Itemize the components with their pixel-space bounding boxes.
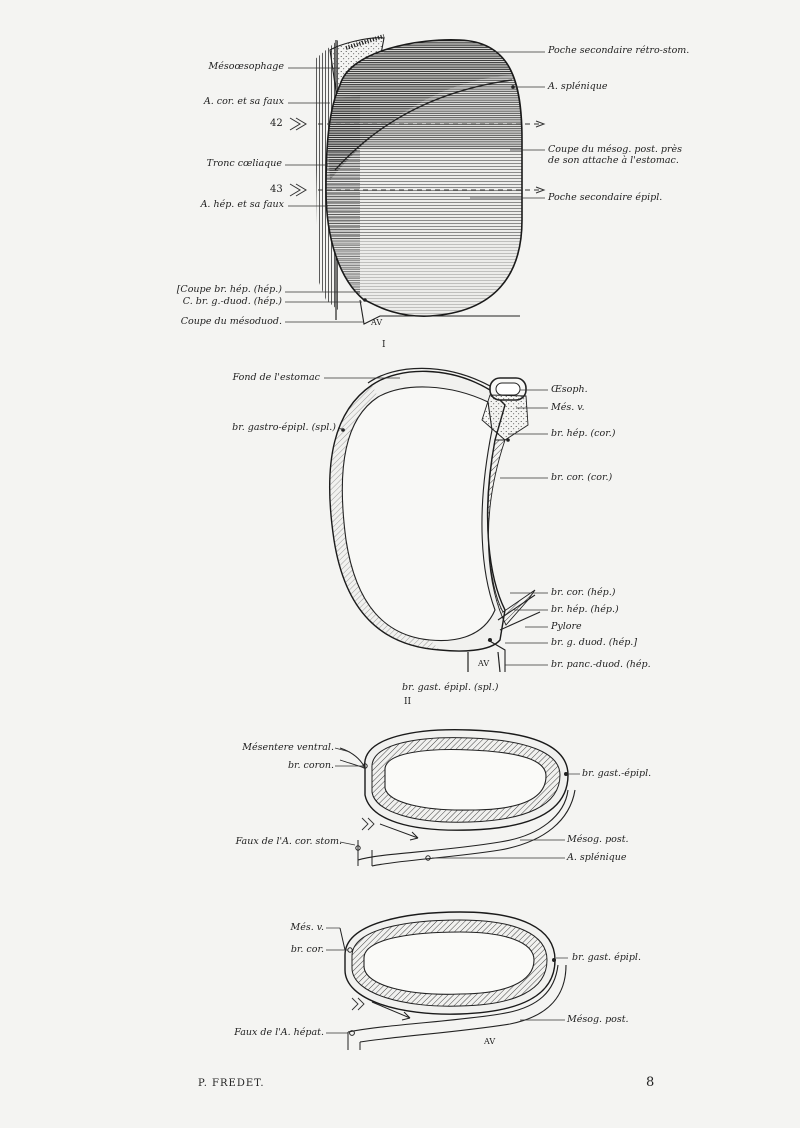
label-tronc-coeliaque: Tronc cœliaque <box>206 158 282 169</box>
label-br-cor-cor: br. cor. (cor.) <box>551 472 613 483</box>
figure-2-mark: AV <box>478 659 490 668</box>
label-poche-epipl: Poche secondaire épipl. <box>548 192 663 203</box>
label-faux-a-hepat: Faux de l'A. hépat. <box>234 1027 324 1038</box>
page-number: 8 <box>646 1075 655 1090</box>
label-pylore: Pylore <box>551 621 582 632</box>
label-br-gastro-epipl-spl: br. gastro-épipl. (spl.) <box>232 422 336 433</box>
label-br-hep-cor: br. hép. (cor.) <box>551 428 616 439</box>
section-number-43: 43 <box>270 184 283 195</box>
label-br-cor-4: br. cor. <box>290 944 324 955</box>
label-c-br-g-duod: C. br. g.-duod. (hép.) <box>182 296 282 307</box>
label-coupe-mesoduod: Coupe du mésoduod. <box>180 316 282 327</box>
label-br-cor-hep: br. cor. (hép.) <box>551 587 616 598</box>
label-mesentere-ventral: Mésentere ventral. <box>242 742 334 753</box>
label-mesog-post-3: Mésog. post. <box>567 834 629 845</box>
label-fond-estomac: Fond de l'estomac <box>232 372 320 383</box>
label-br-gast-epipl-4: br. gast. épipl. <box>572 952 641 963</box>
label-br-g-duod: br. g. duod. (hép.] <box>551 637 638 648</box>
label-a-splenique: A. splénique <box>548 81 608 92</box>
label-br-gast-epipl-3: br. gast.-épipl. <box>582 768 652 779</box>
label-mesoesophage: Mésoœsophage <box>208 61 284 72</box>
label-a-hep-faux: A. hép. et sa faux <box>200 199 284 210</box>
section-number-42: 42 <box>270 118 283 129</box>
author-name: P. FREDET. <box>198 1078 265 1089</box>
label-a-cor-faux: A. cor. et sa faux <box>203 96 284 107</box>
label-br-coron: br. coron. <box>287 760 334 771</box>
label-coupe-mesog-line1: Coupe du mésog. post. près <box>548 144 683 155</box>
figure-2-numeral: II <box>404 697 412 707</box>
figure-2-drawing <box>324 368 548 672</box>
figure-3-drawing <box>335 730 580 866</box>
label-mes-v-4: Més. v. <box>290 922 324 933</box>
label-coupe-mesog-line2: de son attache à l'estomac. <box>548 155 679 166</box>
label-mes-v: Més. v. <box>551 402 585 413</box>
label-mesog-post-4: Mésog. post. <box>567 1014 629 1025</box>
figure-1-drawing <box>285 30 545 330</box>
label-oesoph: Œsoph. <box>551 384 588 395</box>
label-br-panc-duod: br. panc.-duod. (hép. <box>551 659 651 670</box>
label-poche-retro-stom: Poche secondaire rétro-stom. <box>548 45 690 56</box>
label-coupe-br-hep: [Coupe br. hép. (hép.) <box>176 284 282 295</box>
figure-1-mark: AV <box>371 318 383 327</box>
figure-1-numeral: I <box>382 340 386 350</box>
label-a-splenique-3: A. splénique <box>567 852 627 863</box>
figure-4-mark: AV <box>484 1037 496 1046</box>
label-br-hep-hep: br. hép. (hép.) <box>551 604 619 615</box>
label-faux-a-cor-stom: Faux de l'A. cor. stom. <box>235 836 342 847</box>
figure-4-drawing <box>326 912 568 1050</box>
label-br-gast-epipl-spl: br. gast. épipl. (spl.) <box>402 682 499 693</box>
